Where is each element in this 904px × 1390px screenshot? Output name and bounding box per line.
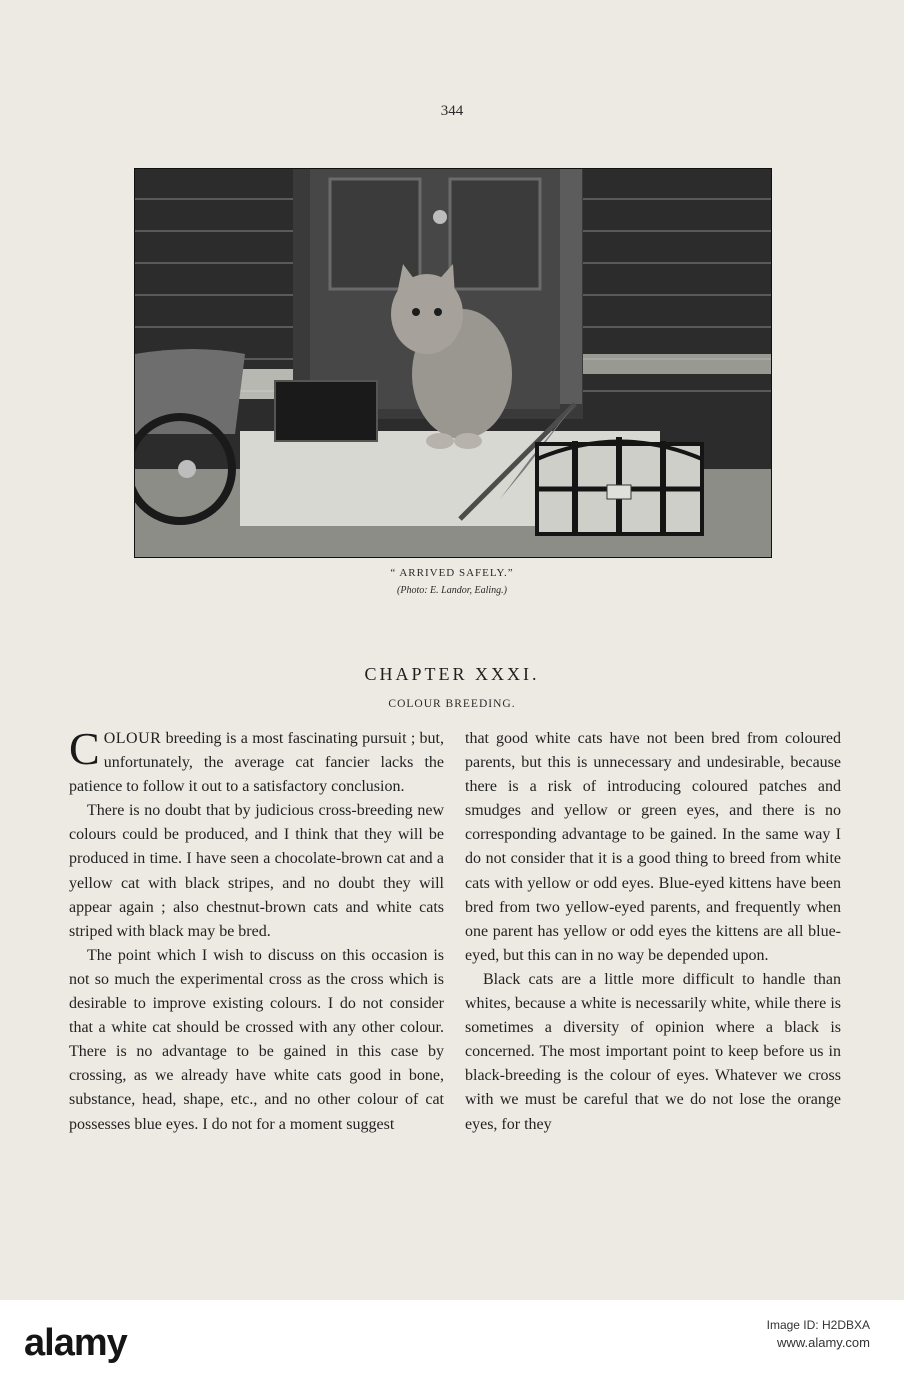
alamy-logo: alamy	[24, 1322, 127, 1364]
photo-credit: (Photo: E. Landor, Ealing.)	[397, 585, 507, 596]
text-column-left	[69, 723, 444, 1137]
chapter-subtitle: COLOUR BREEDING.	[388, 698, 516, 710]
paragraph: that good white cats have not been bred from coloured parents, but this is unnecessary and undesirable, because there is a risk of introducing coloured patches and smudges and yellow or green eyes, and there is no corresponding advantage to be gained. In the same way I do not consider that it is a good thing to breed from white cats with yellow or odd eyes. Blue-eyed kittens have been bred from two yellow-eyed parents, and frequently when one parent has yellow or odd eyes the kittens are all blue-eyed, but this can in no way be depended upon.	[465, 730, 841, 964]
stock-footer	[0, 1300, 904, 1390]
cat-photograph	[134, 168, 772, 558]
paragraph-text: breeding is a most fascinating pursuit ; but, unfortunately, the average cat fancier lacks the patience to follow it out to a satisfactory conclusion.	[69, 730, 444, 796]
cat-with-luggage-illustration	[135, 169, 771, 557]
paragraph: The point which I wish to discuss on this occasion is not so much the experimental cross as the cross which is desirable to improve existing colours. I do not consider that a white cat should be crossed with any other colour. There is no advantage to be gained in this case by crossing, as we already have white cats good in bone, substance, head, shape, etc., and no other colour of cat possesses blue eyes. I do not for a moment suggest	[69, 946, 444, 1133]
text-column-right	[465, 727, 841, 1137]
photo-caption: “ ARRIVED SAFELY.”	[390, 567, 514, 579]
site-url: www.alamy.com	[777, 1335, 870, 1350]
chapter-title: CHAPTER XXXI.	[364, 664, 540, 684]
paragraph: Black cats are a little more difficult to handle than whites, because a white is necessarily white, while there is sometimes a diversity of opinion where a black is concerned. The most important point to keep before us in black-breeding is the colour of eyes. Whatever we cross with we must be careful that we do not lose the orange eyes, for they	[465, 970, 841, 1133]
image-id-block	[767, 1316, 870, 1352]
paragraph: There is no doubt that by judicious cross-breeding new colours could be produced, and I think that they will be produced in time. I have seen a chocolate-brown cat and a yellow cat with black stripes, and no doubt they will appear again ; also chestnut-brown cats and white cats striped with black may be bred.	[69, 802, 444, 940]
drop-cap: C	[69, 723, 100, 774]
paragraph	[69, 723, 444, 799]
opening-word: OLOUR	[103, 730, 162, 747]
page-number: 344	[440, 103, 464, 119]
image-id: Image ID: H2DBXA	[766, 1318, 870, 1332]
